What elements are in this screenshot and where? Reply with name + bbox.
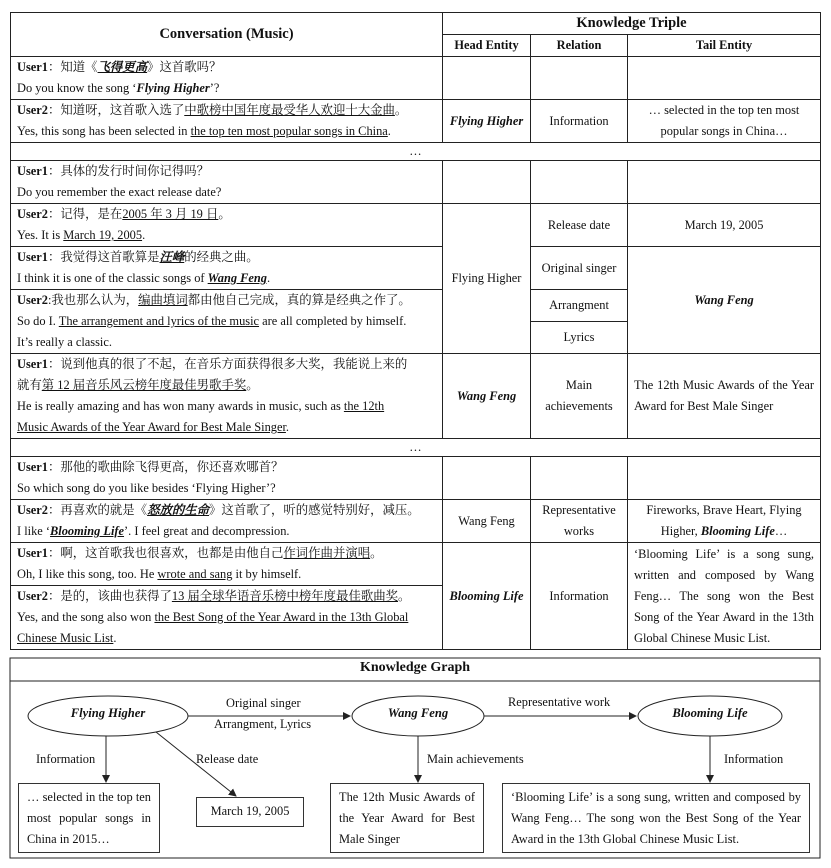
utterance: User2：知道呀，这首歌入选了中歌榜中国年度最受华人欢迎十大金曲。 Yes, this song has been selected in the top ten most popular songs in China. (11, 100, 443, 143)
tail-entity-header: Tail Entity (628, 35, 821, 57)
edge-label-information: Information (36, 752, 96, 766)
utterance: User1：我觉得这首歌算是汪峰的经典之曲。 I think it is one of the classic songs of Wang Feng. (11, 247, 443, 290)
utterance: User2：是的，该曲也获得了13 届全球华语音乐榜中榜年度最佳歌曲奖。 Yes, and the song also won the Best Song of the Year Award in the 13th Global Chinese Music List. (11, 586, 443, 650)
tail-entity: Fireworks, Brave Heart, Flying Higher, Blooming Life… (628, 500, 821, 543)
relation-header: Relation (531, 35, 628, 57)
relation: Arrangment (531, 290, 628, 322)
node-label-flying-higher: Flying Higher (70, 706, 146, 720)
head-entity-header: Head Entity (443, 35, 531, 57)
utterance: User1：说到他真的很了不起，在音乐方面获得很多大奖，我能说上来的 就有第 12 届音乐风云榜年度最佳男歌手奖。 He is really amazing and has won many awards in music, such as the 12th Music Awards of the Year Award for Best Male Singer. (11, 354, 443, 439)
conversation-header: Conversation (Music) (11, 13, 443, 57)
head-entity: Flying Higher (443, 204, 531, 354)
knowledge-triple-header: Knowledge Triple (443, 13, 821, 35)
tail-entity: ‘Blooming Life’ is a song sung, written and composed by Wang Feng… The song won the Best Song of the Year Award in the 13th Global Chinese Music List. (628, 543, 821, 650)
utterance: User2：记得，是在2005 年 3 月 19 日。 Yes. It is March 19, 2005. (11, 204, 443, 247)
relation: Original singer (531, 247, 628, 290)
head-entity: Blooming Life (443, 543, 531, 650)
head-entity: Flying Higher (443, 100, 531, 143)
edge-label-information: Information (724, 752, 784, 766)
utterance: User1：具体的发行时间你记得吗？ Do you remember the exact release date? (11, 161, 443, 204)
edge-label-main-achievements: Main achievements (427, 752, 524, 766)
relation: Release date (531, 204, 628, 247)
ellipsis-row: … (11, 143, 821, 161)
utterance: User1：那他的歌曲除飞得更高，你还喜欢哪首？ So which song do you like besides ‘Flying Higher’? (11, 457, 443, 500)
relation: Information (531, 543, 628, 650)
relation: Representative works (531, 500, 628, 543)
utterance: User1：知道《飞得更高》这首歌吗？ Do you know the song ‘Flying Higher’? (11, 57, 443, 100)
ellipsis-row: … (11, 439, 821, 457)
tail-entity: … selected in the top ten most popular songs in China… (628, 100, 821, 143)
box-release-date: March 19, 2005 (196, 797, 304, 827)
tail-entity: Wang Feng (628, 247, 821, 354)
tail-entity: March 19, 2005 (628, 204, 821, 247)
node-label-blooming-life: Blooming Life (672, 706, 748, 720)
box-main-achievements: The 12th Music Awards of the Year Award for Best Male Singer (330, 783, 484, 853)
tail-entity: The 12th Music Awards of the Year Award for Best Male Singer (628, 354, 821, 439)
head-entity: Wang Feng (443, 354, 531, 439)
utterance: User1：啊，这首歌我也很喜欢，也都是由他自己作词作曲并演唱。 Oh, I like this song, too. He wrote and sang it by himself. (11, 543, 443, 586)
node-label-wang-feng: Wang Feng (387, 706, 449, 720)
utterance: User2:我也那么认为，编曲填词都由他自己完成，真的算是经典之作了。 So do I. The arrangement and lyrics of the music are all completed by himself. It’s really a classic. (11, 290, 443, 354)
edge-label-original-singer: Original singer (226, 696, 301, 710)
edge-label-arrangment-lyrics: Arrangment, Lyrics (214, 717, 312, 731)
relation: Information (531, 100, 628, 143)
box-fh-information: … selected in the top ten most popular songs in China in 2015… (18, 783, 160, 853)
edge-label-representative-work: Representative work (508, 695, 611, 709)
edge-label-release-date: Release date (196, 752, 259, 766)
relation: Lyrics (531, 322, 628, 354)
utterance: User2：再喜欢的就是《怒放的生命》这首歌了，听的感觉特别好，减压。 I like ‘Blooming Life’. I feel great and decompression. (11, 500, 443, 543)
head-entity: Wang Feng (443, 500, 531, 543)
knowledge-graph-title: Knowledge Graph (359, 660, 471, 675)
relation: Main achievements (531, 354, 628, 439)
box-bl-information: ‘Blooming Life’ is a song sung, written and composed by Wang Feng… The song won the Best Song of the Year Award in the 13th Global Chinese Music List. (502, 783, 810, 853)
